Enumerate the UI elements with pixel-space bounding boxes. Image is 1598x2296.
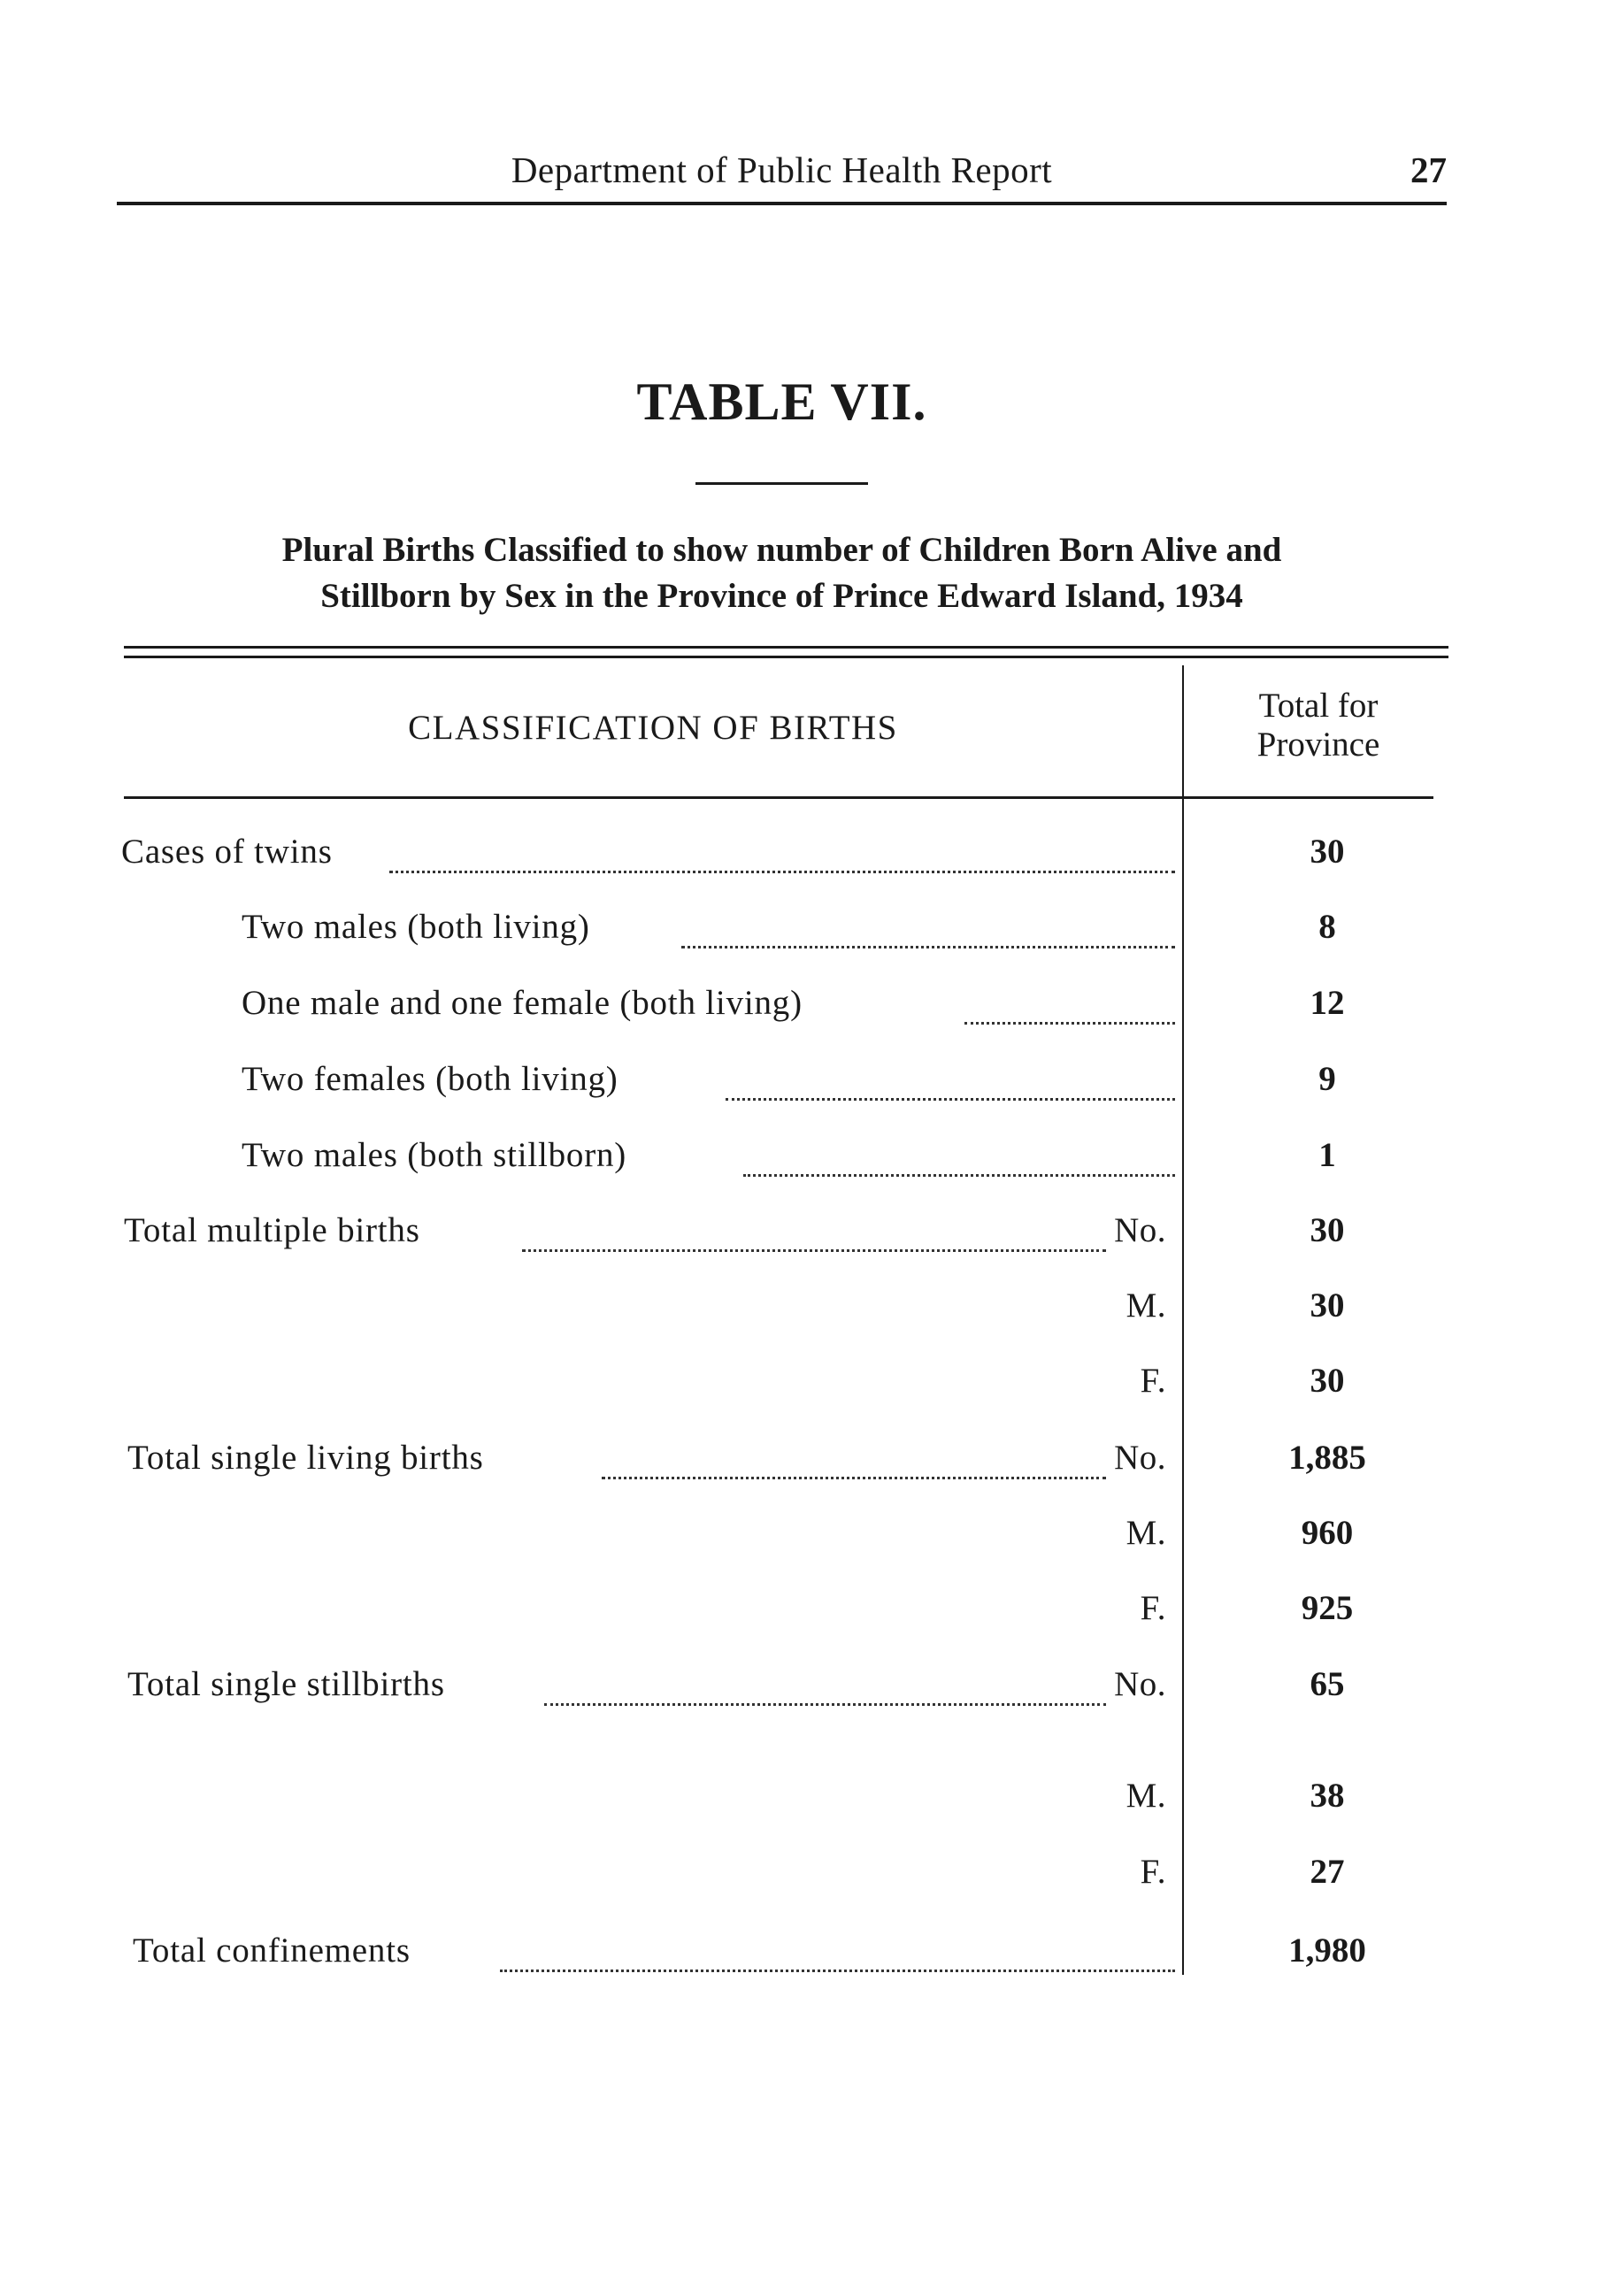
row-label: Two males (both stillborn)	[242, 1135, 637, 1175]
subtitle-line-2: Stillborn by Sex in the Province of Prince Edward Island, 1934	[320, 577, 1243, 615]
row-value: 30	[1310, 1211, 1345, 1249]
column-header-total	[1186, 687, 1451, 764]
page-number: 27	[1410, 150, 1447, 190]
dot-leader	[389, 871, 1175, 873]
row-value: 30	[1310, 833, 1345, 871]
row-value: 960	[1301, 1514, 1354, 1552]
row-unit: No.	[1110, 1664, 1166, 1704]
table-row	[0, 1438, 1598, 1491]
subtitle-line-1: Plural Births Classified to show number of Children Born Alive and	[281, 531, 1282, 569]
row-value: 30	[1310, 1286, 1345, 1325]
row-label: Total single stillbirths	[127, 1664, 456, 1704]
row-value: 30	[1310, 1362, 1345, 1400]
running-title: Department of Public Health Report	[511, 150, 1053, 190]
dot-leader	[681, 946, 1175, 948]
row-value: 8	[1318, 908, 1336, 946]
table-row	[0, 1286, 1598, 1339]
row-value: 9	[1318, 1060, 1336, 1098]
table-row	[0, 1135, 1598, 1188]
header-bottom-rule	[124, 796, 1433, 799]
row-value: 27	[1310, 1853, 1345, 1891]
table-row	[0, 983, 1598, 1036]
row-unit: No.	[1110, 1438, 1166, 1478]
table-row	[0, 1513, 1598, 1566]
dot-leader	[726, 1098, 1175, 1101]
table-row	[0, 1588, 1598, 1641]
table-row	[0, 1059, 1598, 1112]
dot-leader	[743, 1174, 1175, 1177]
row-label: Total single living births	[127, 1438, 495, 1478]
title-rule	[695, 482, 868, 485]
row-value: 38	[1310, 1777, 1345, 1815]
row-value: 1,980	[1288, 1931, 1366, 1970]
table-subtitle	[117, 527, 1447, 619]
row-label: Cases of twins	[121, 832, 343, 872]
dot-leader	[522, 1249, 1106, 1252]
row-unit: F.	[1137, 1852, 1166, 1892]
table-row	[0, 1852, 1598, 1905]
row-label: Total confinements	[133, 1931, 421, 1970]
dot-leader	[602, 1477, 1106, 1479]
row-value: 1,885	[1288, 1439, 1366, 1477]
table-row	[0, 1931, 1598, 1984]
table-row	[0, 832, 1598, 885]
table-title: TABLE VII.	[636, 372, 927, 431]
row-label: One male and one female (both living)	[242, 983, 813, 1023]
table-row	[0, 1361, 1598, 1414]
header-rule	[117, 202, 1447, 205]
row-label: Two males (both living)	[242, 907, 601, 947]
row-unit: M.	[1123, 1286, 1166, 1325]
column-header-total-line-1: Total for	[1258, 687, 1379, 725]
row-unit: M.	[1123, 1776, 1166, 1816]
dot-leader	[544, 1703, 1106, 1706]
row-label: Two females (both living)	[242, 1059, 629, 1099]
row-value: 12	[1310, 984, 1345, 1022]
dot-leader	[500, 1970, 1175, 1972]
running-header	[117, 149, 1447, 202]
table-top-double-rule	[124, 646, 1448, 658]
table-row	[0, 1210, 1598, 1263]
row-unit: No.	[1110, 1210, 1166, 1250]
table-row	[0, 907, 1598, 960]
column-header-classification: CLASSIFICATION OF BIRTHS	[408, 709, 898, 747]
column-header-total-line-2: Province	[1256, 726, 1380, 764]
row-unit: F.	[1137, 1588, 1166, 1628]
table-row	[0, 1664, 1598, 1717]
row-unit: M.	[1123, 1513, 1166, 1553]
row-value: 65	[1310, 1665, 1345, 1703]
dot-leader	[964, 1022, 1175, 1025]
row-value: 925	[1301, 1589, 1354, 1627]
table-row	[0, 1776, 1598, 1829]
row-label: Total multiple births	[124, 1210, 431, 1250]
row-unit: F.	[1137, 1361, 1166, 1401]
row-value: 1	[1318, 1136, 1336, 1174]
